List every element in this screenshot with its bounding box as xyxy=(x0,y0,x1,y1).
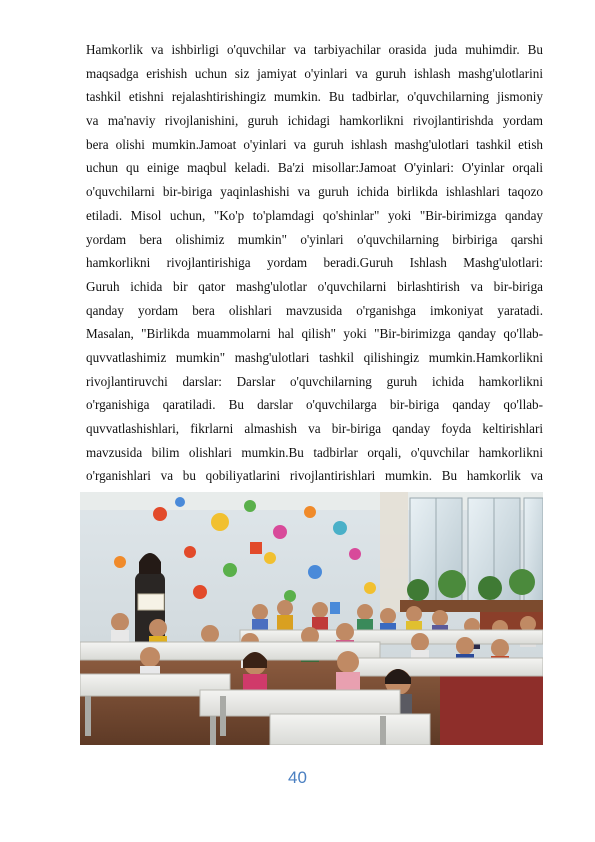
text-line: bera olishi mumkin.Jamoat o'yinlari va guruh ishlash mashg'ulotlari tashkil etish xyxy=(86,136,543,152)
text-line: Masalan, "Birlikda muammolarni hal qilish" yoki "Bir-birimizga qanday qo'llab- xyxy=(86,326,543,342)
text-line: o'quvchilarni bir-biriga yaqinlashishi va guruh ichida birlikda ishlashlari taqozo xyxy=(86,184,543,200)
text-line: mavzusida bilim olishlari mumkin.Bu tadbirlar orqali, o'quvchilar hamkorlikni xyxy=(86,444,543,460)
text-line: maqsadga erishish uchun siz jamiyat o'yinlari va guruh ishlash mashg'ulotlarini xyxy=(86,65,543,81)
text-line: tashkil etishni rejalashtirishingiz mumkin. Bu tadbirlar, o'quvchilarning jismoniy xyxy=(86,89,543,105)
text-line: quvvatlashishlari, fikrlarni almashish va bir-biriga qanday foyda keltirishlari xyxy=(86,421,543,436)
text-line: va ma'naviy rivojlanishini, guruh ichidagi hamkorlikni rivojlantirishda yordam xyxy=(86,113,543,129)
text-line: o'rganishiga qaratiladi. Bu darslar o'quvchilarga bir-biriga qanday qo'llab- xyxy=(86,397,543,413)
text-line: quvvatlashimiz mumkin" mashg'ulotlari tashkil qilishingiz mumkin.Hamkorlikni xyxy=(86,349,543,365)
text-line: uchun qu einige maqbul keladi. Ba'zi misollar:Jamoat O'yinlari: O'yinlar orqali xyxy=(86,160,543,176)
body-paragraph xyxy=(86,38,543,488)
page-number: 40 xyxy=(288,768,307,787)
text-line: hamkorlikni rivojlantirishiga yordam beradi.Guruh Ishlash Mashg'ulotlari: xyxy=(86,255,543,271)
text-line: o'rganishlari va bu qobiliyatlarini rivojlantirishlari mumkin. Bu hamkorlik va xyxy=(86,468,543,484)
text-line: qanday yordam bera olishlari mavzusida o'rganishga imkoniyat yaratadi. xyxy=(86,302,543,318)
text-line: Hamkorlik va ishbirligi o'quvchilar va tarbiyachilar orasida juda muhimdir. Bu xyxy=(86,42,543,57)
classroom-photo xyxy=(80,492,543,745)
text-line: etiladi. Misol uchun, "Ko'p to'plamdagi qo'shinlar" yoki "Bir-birimizga qanday xyxy=(86,207,543,223)
text-line: rivojlantiruvchi darslar: Darslar o'quvchilarning guruh ichida hamkorlikni xyxy=(86,373,543,389)
text-line: yordam bera olishimiz mumkin" o'yinlari o'quvchilarning birbiriga qarshi xyxy=(86,231,543,247)
text-line: Guruh ichida bir qator mashg'ulotlar o'quvchilarni birlashtirish va bir-biriga xyxy=(86,278,543,294)
